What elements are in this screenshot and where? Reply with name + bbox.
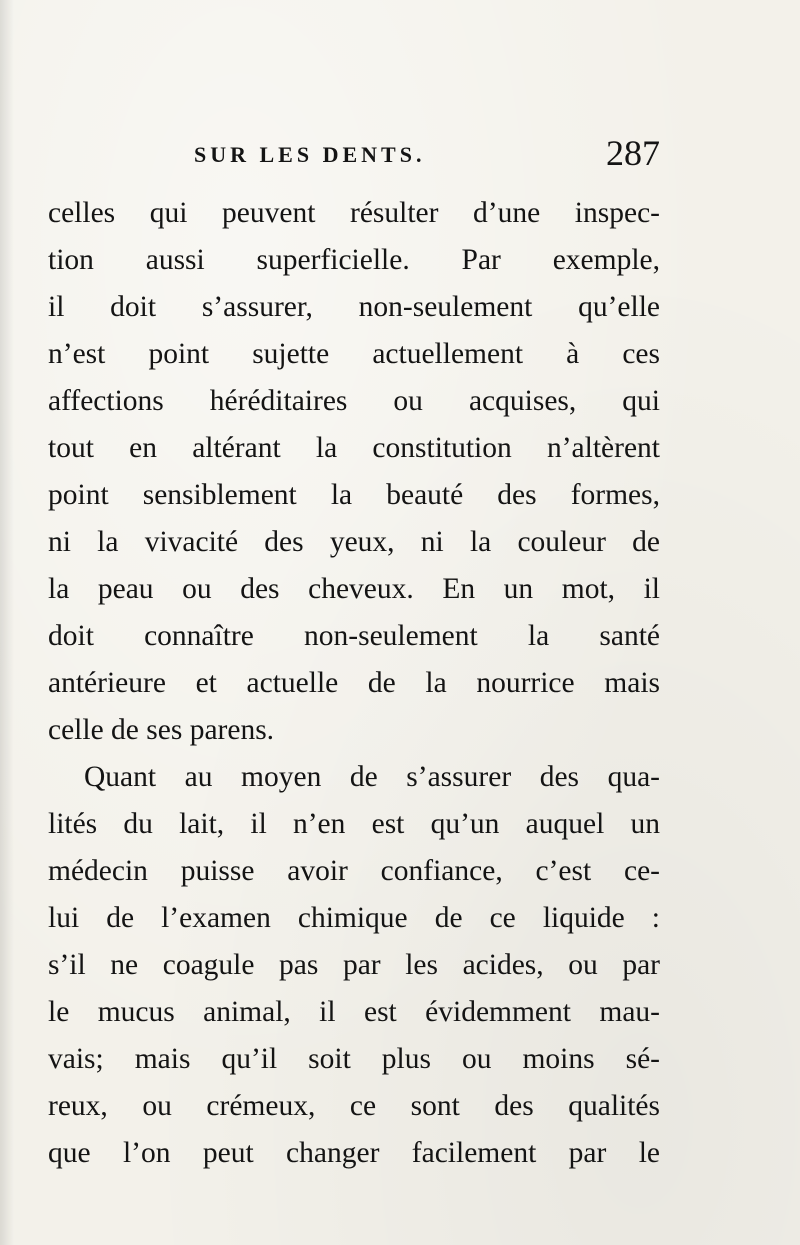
text-line: lui de l’examen chimique de ce liquide :	[48, 902, 660, 934]
text-line: doit connaître non-seulement la santé	[48, 620, 660, 652]
text-line: antérieure et actuelle de la nourrice mais	[48, 667, 660, 699]
text-line: n’est point sujette actuellement à ces	[48, 338, 660, 370]
text-line: tion aussi superficielle. Par exemple,	[48, 244, 660, 276]
text-line: le mucus animal, il est évidemment mau-	[48, 996, 660, 1028]
text-line: que l’on peut changer facilement par le	[48, 1137, 660, 1169]
text-line: s’il ne coagule pas par les acides, ou par	[48, 949, 660, 981]
text-line: point sensiblement la beauté des formes,	[48, 479, 660, 511]
text-line: celle de ses parens.	[48, 714, 275, 746]
text-line: médecin puisse avoir confiance, c’est ce-	[48, 855, 660, 887]
text-line: tout en altérant la constitution n’altèrent	[48, 432, 660, 464]
body-text	[48, 190, 660, 1177]
running-title: SUR LES DENTS.	[194, 142, 426, 167]
text-line: celles qui peuvent résulter d’une inspec-	[48, 197, 660, 229]
page-gutter-shadow	[0, 0, 14, 1245]
text-line: lités du lait, il n’en est qu’un auquel un	[48, 808, 660, 840]
paragraph-first-line: Quant au moyen de s’assurer des qua-	[84, 761, 660, 793]
text-line: ni la vivacité des yeux, ni la couleur de	[48, 526, 660, 558]
text-line: reux, ou crémeux, ce sont des qualités	[48, 1090, 660, 1122]
text-line: affections héréditaires ou acquises, qui	[48, 385, 660, 417]
text-line: il doit s’assurer, non-seulement qu’elle	[48, 291, 660, 323]
text-line: vais; mais qu’il soit plus ou moins sé-	[48, 1043, 660, 1075]
running-head	[48, 132, 660, 180]
text-line: la peau ou des cheveux. En un mot, il	[48, 573, 660, 605]
page-number: 287	[606, 133, 660, 173]
